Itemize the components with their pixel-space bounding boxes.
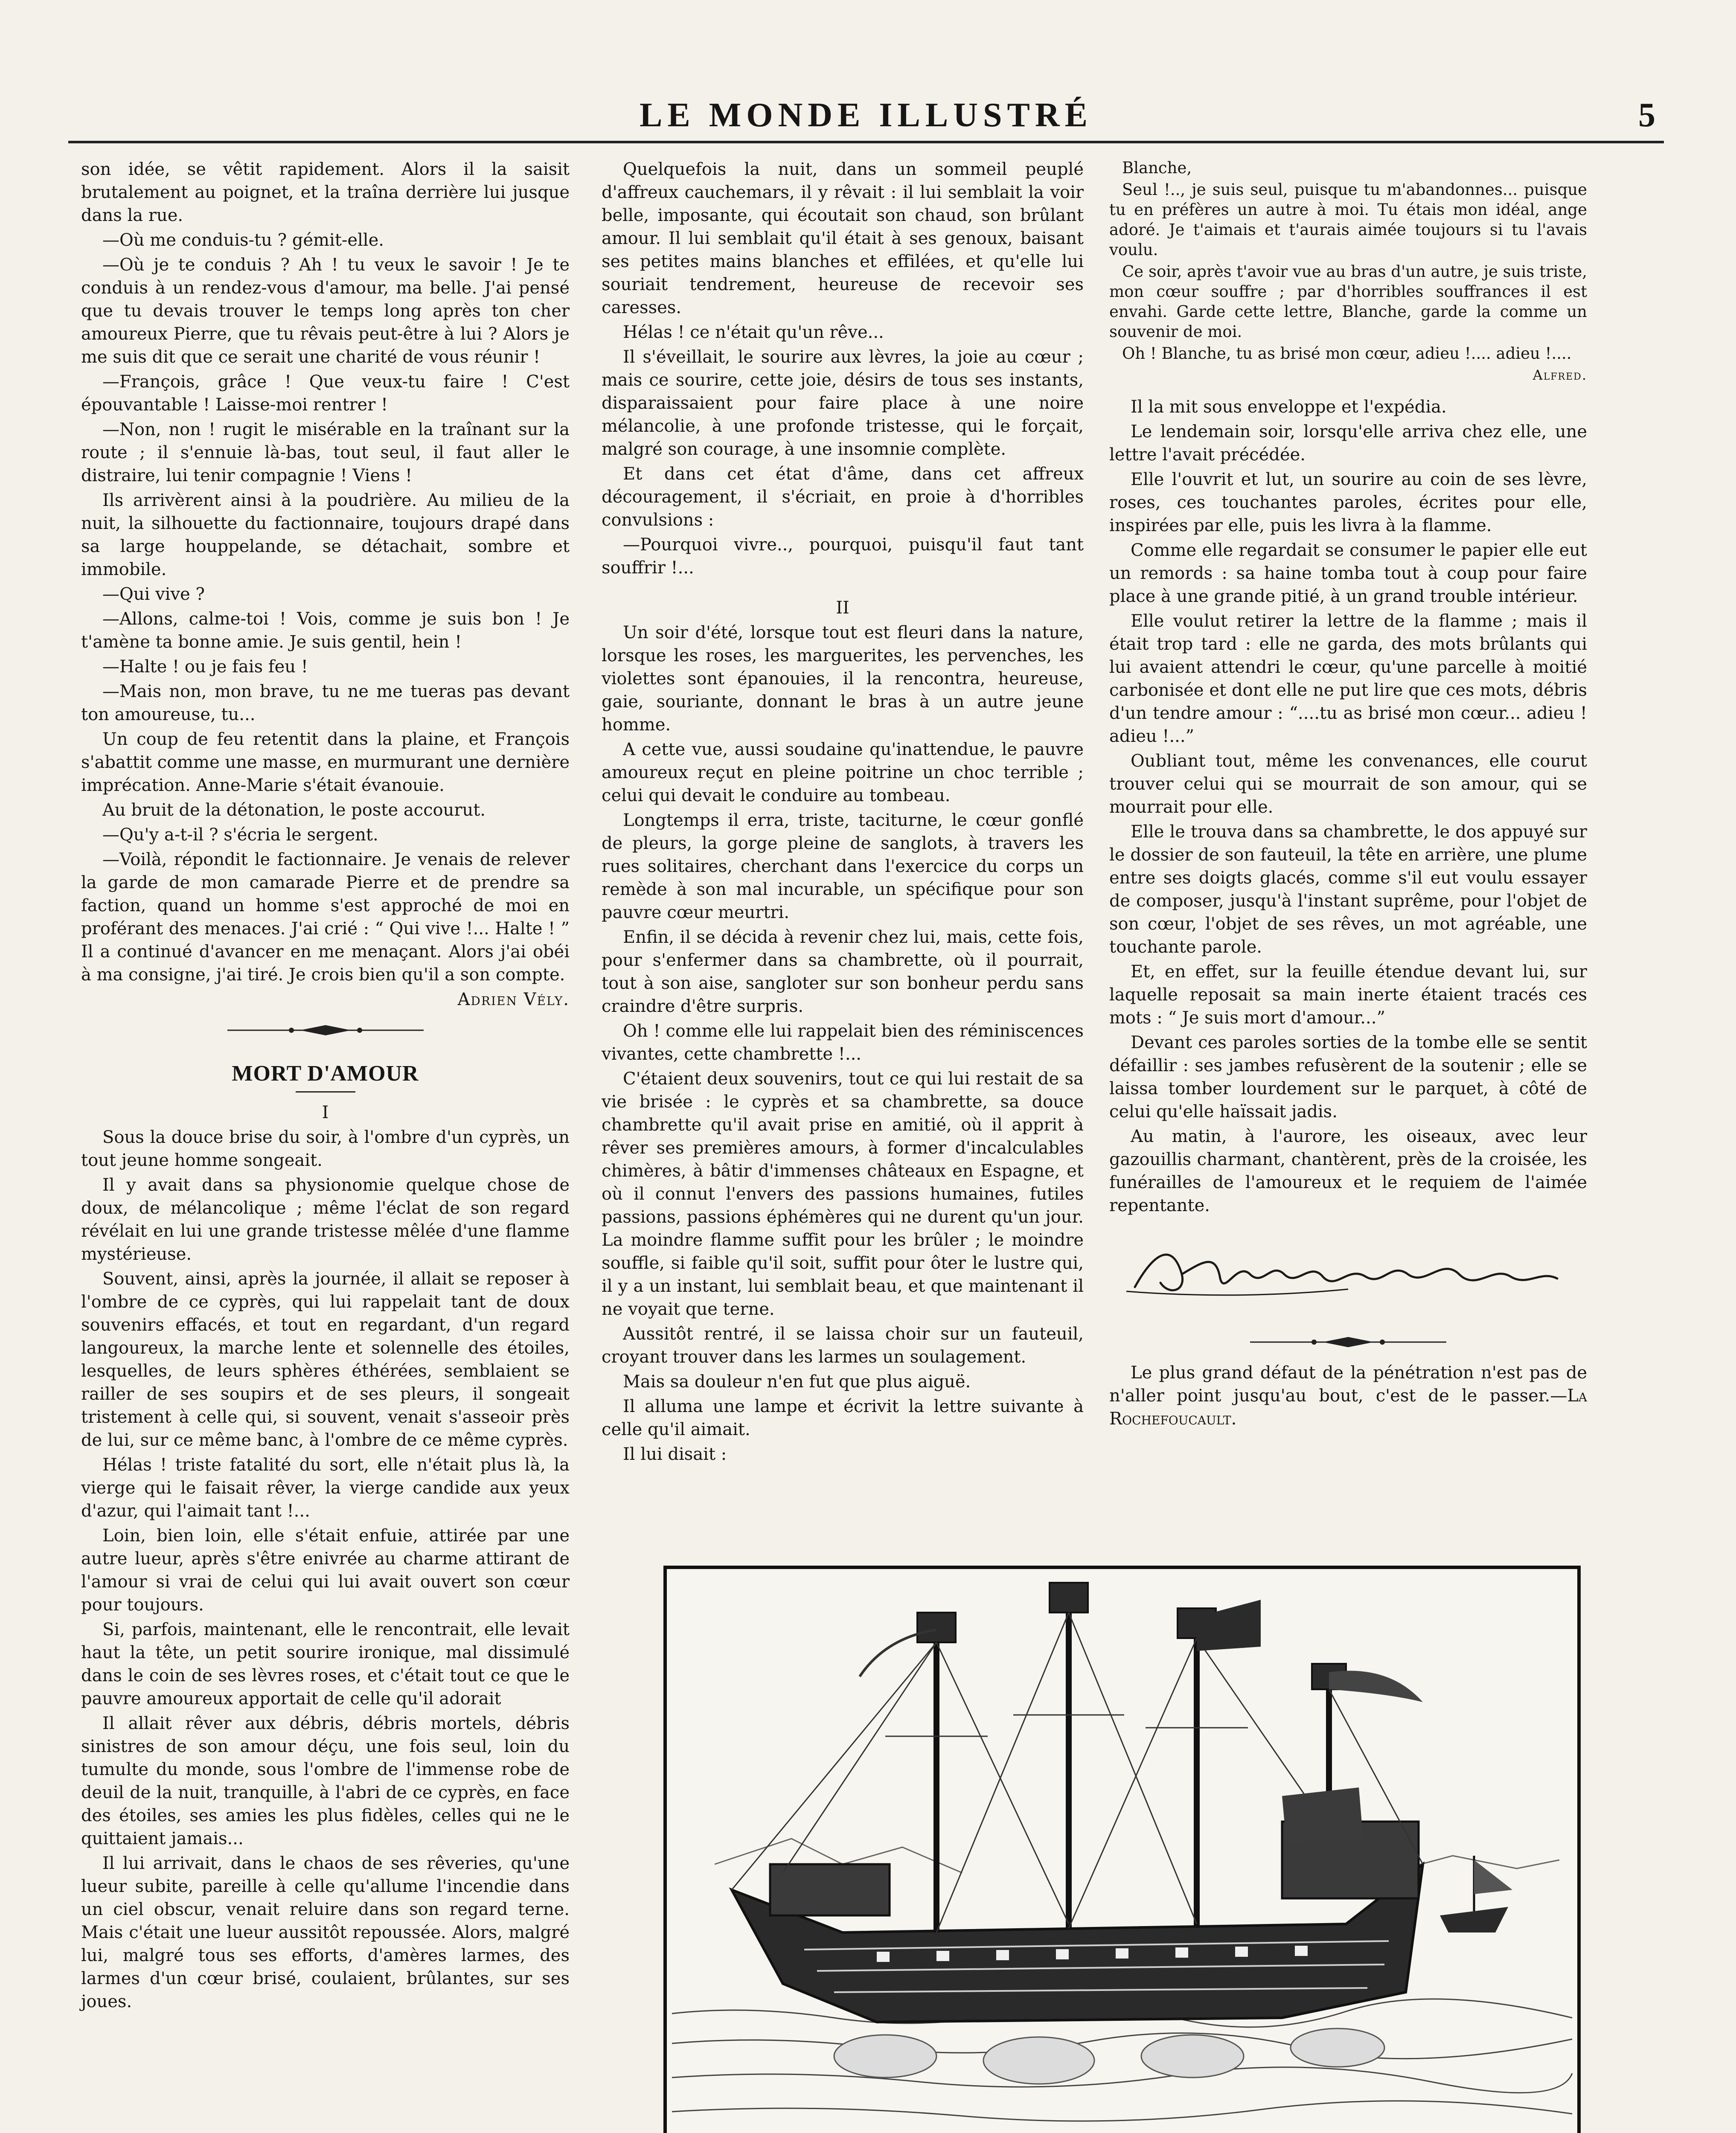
- signature-adrien-vely: Adrien Vély.: [457, 990, 570, 1009]
- paragraph: Il alluma une lampe et écrivit la lettre suivante à celle qu'il aimait.: [602, 1397, 1084, 1439]
- maxim-author: La Rochefoucault.: [1109, 1386, 1587, 1429]
- paragraph: Il la mit sous enveloppe et l'expédia.: [1131, 397, 1447, 417]
- paragraph: —Non, non ! rugit le misérable en la traînant sur la route ; il s'ennuie là-bas, tout seul, il faut aller le distraire, lui tenir compagnie ! Viens !: [81, 420, 570, 485]
- armored-ship-illustration: [663, 1566, 1581, 2133]
- paragraph: Elle voulut retirer la lettre de la flamme ; mais il était trop tard : elle ne garda, des mots brûlants qui lui avaient attendri le cœur, qu'une parcelle à moitié carbonisée et dont elle ne put lire que ces mots, débris d'un tendre amour : “....tu as brisé mon cœur... adieu ! adieu !...”: [1109, 611, 1587, 746]
- page-header: [68, 92, 1664, 139]
- paragraph: Il lui disait :: [623, 1444, 727, 1464]
- letter-salutation: Blanche,: [1122, 159, 1192, 177]
- paragraph: son idée, se vêtit rapidement. Alors il la saisit brutalement au poignet, et la traîna derrière lui jusque dans la rue.: [81, 160, 570, 225]
- section-number: II: [836, 598, 849, 618]
- paragraph: —Pourquoi vivre.., pourquoi, puisqu'il faut tant souffrir !...: [602, 535, 1084, 578]
- paragraph: —Allons, calme-toi ! Vois, comme je suis bon ! Je t'amène ta bonne amie. Je suis gentil, hein !: [81, 609, 570, 652]
- paragraph: Comme elle regardait se consumer le papier elle eut un remords : sa haine tomba tout à coup pour faire place à une grande pitié, à un grand trouble intérieur.: [1109, 541, 1587, 606]
- paragraph: Elle le trouva dans sa chambrette, le dos appuyé sur le dossier de son fauteuil, la tête en arrière, une plume entre ses doigts glacés, comme s'il eut voulu essayer de composer, jusqu'à l'instant suprême, pour l'objet de son cœur, l'objet de ses rêves, un mot agréable, une touchante parole.: [1109, 822, 1587, 957]
- masthead: LE MONDE ILLUSTRÉ: [640, 96, 1093, 134]
- paragraph: A cette vue, aussi soudaine qu'inattendue, le pauvre amoureux reçut en pleine poitrine un choc terrible ; celui qui devait le conduire au tombeau.: [602, 740, 1084, 805]
- paragraph: —Halte ! ou je fais feu !: [102, 657, 308, 677]
- paragraph: C'étaient deux souvenirs, tout ce qui lui restait de sa vie brisée : le cyprès et sa chambrette, sa douce chambrette qu'il avait prise en amitié, où il apprit à rêver ses premières amours, à former d'incalculables chimères, à bâtir d'immenses châteaux en Espagne, et où il connut l'envers des passions humaines, futiles passions, passions éphémères qui ne durent qu'un jour. La moindre flamme suffit pour les brûler ; le moindre souffle, si faible qu'il soit, suffit pour ôter le lustre qui, il y a un instant, lui semblait beau, et que maintenant il ne voyait que terne.: [602, 1069, 1084, 1319]
- paragraph: Il allait rêver aux débris, débris mortels, débris sinistres de son amour déçu, une fois seul, loin du tumulte du monde, sous l'ombre de l'immense robe de deuil de la nuit, tranquille, à l'abri de ce cyprès, en face des étoiles, ses amies les plus fidèles, celles qui ne le quittaient jamais...: [81, 1714, 570, 1848]
- paragraph: Hélas ! triste fatalité du sort, elle n'était plus là, la vierge qui le faisait rêver, la vierge candide aux yeux d'azur, qui l'aimait tant !...: [81, 1455, 570, 1521]
- maxim: [1109, 1361, 1587, 1430]
- paragraph: —Où me conduis-tu ? gémit-elle.: [102, 230, 384, 250]
- paragraph: Aussitôt rentré, il se laissa choir sur un fauteuil, croyant trouver dans les larmes un soulagement.: [602, 1324, 1084, 1367]
- paragraph: —Voilà, répondit le factionnaire. Je venais de relever la garde de mon camarade Pierre et de prendre sa faction, quand un homme s'est approché de moi en proférant des menaces. J'ai crié : “ Qui vive !... Halte ! ” Il a continué d'avancer en me menaçant. Alors j'ai obéi à ma consigne, j'ai tiré. Je crois bien qu'il a son compte.: [81, 850, 570, 985]
- story-title: MORT D'AMOUR: [232, 1061, 419, 1086]
- paragraph: Elle l'ouvrit et lut, un sourire au coin de ses lèvre, roses, ces touchantes paroles, écrites pour elle, inspirées par elle, puis les livra à la flamme.: [1109, 470, 1587, 535]
- header-rule: [68, 141, 1664, 143]
- letter: [1109, 158, 1587, 385]
- paragraph: Au matin, à l'aurore, les oiseaux, avec leur gazouillis charmant, chantèrent, près de la croisée, les funérailles de l'amoureux et le requiem de l'aimée repentante.: [1109, 1127, 1587, 1215]
- paragraph: Mais sa douleur n'en fut que plus aiguë.: [623, 1372, 971, 1392]
- paragraph: Il s'éveillait, le sourire aux lèvres, la joie au cœur ; mais ce sourire, cette joie, désirs de tous ses instants, disparaissaient pour faire place à une noire mélancolie, à une profonde tristesse, qui le forçait, malgré son courage, à une insomnie complète.: [602, 347, 1084, 459]
- column-1: [81, 158, 570, 2015]
- paragraph: Si, parfois, maintenant, elle le rencontrait, elle levait haut la tête, un petit sourire ironique, mal dissimulé dans le coin de ses lèvres roses, et c'était tout ce que le pauvre amoureux apportait de celle qu'il adorait: [81, 1620, 570, 1709]
- paragraph: Un soir d'été, lorsque tout est fleuri dans la nature, lorsque les roses, les marguerites, les pervenches, les violettes sont épanouies, il la rencontra, heureuse, gaie, souriante, donnant le bras à un autre jeune homme.: [602, 623, 1084, 735]
- paragraph: Le lendemain soir, lorsqu'elle arriva chez elle, une lettre l'avait précédée.: [1109, 422, 1587, 465]
- paragraph: Souvent, ainsi, après la journée, il allait se reposer à l'ombre de ce cyprès, qui lui rappelait tant de doux souvenirs effacés, et tout en regardant, d'un regard langoureux, la marche lente et solennelle des étoiles, lesquelles, de leurs sphères éthérées, semblaient se railler de ses soupirs et de ses pleurs, il songeait tristement à celle qui, si souvent, venait s'asseoir près de lui, sur ce même banc, à l'ombre de ce même cyprès.: [81, 1269, 570, 1450]
- paragraph: Oh ! comme elle lui rappelait bien des réminiscences vivantes, cette chambrette !...: [602, 1021, 1084, 1064]
- paragraph: —Où je te conduis ? Ah ! tu veux le savoir ! Je te conduis à un rendez-vous d'amour, ma belle. J'ai pensé que tu devais trouver le temps long après ton cher amoureux Pierre, que tu rêvais peut-être à lui ? Alors je me suis dit que ce serait une charité de vous réunir !: [81, 255, 570, 367]
- handwritten-signature-icon: [1109, 1236, 1587, 1308]
- paragraph: Ils arrivèrent ainsi à la poudrière. Au milieu de la nuit, la silhouette du factionnaire, toujours drapé dans sa large houppelande, se détachait, sombre et immobile.: [81, 491, 570, 579]
- paragraph: Hélas ! ce n'était qu'un rêve...: [623, 323, 884, 342]
- paragraph: Quelquefois la nuit, dans un sommeil peuplé d'affreux cauchemars, il y rêvait : il lui semblait la voir belle, imposante, qui écoutait son chaud, son brûlant amour. Il lui semblait qu'il était à ses genoux, baisant ses petites mains blanches et effilées, et qu'elle lui souriait tendrement, heureuse de recevoir ses caresses.: [602, 160, 1084, 317]
- ornament-divider-icon: [1250, 1336, 1446, 1348]
- paragraph: Au bruit de la détonation, le poste accourut.: [102, 800, 486, 820]
- column-2: [602, 158, 1084, 1468]
- page-number: 5: [1638, 96, 1655, 134]
- paragraph: Un coup de feu retentit dans la plaine, et François s'abattit comme une masse, en murmurant une dernière imprécation. Anne-Marie s'était évanouie.: [81, 729, 570, 795]
- paragraph: Enfin, il se décida à revenir chez lui, mais, cette fois, pour s'enfermer dans sa chambrette, où il pourrait, tout à son aise, sangloter sur son bonheur perdu sans craindre d'être surpris.: [602, 927, 1084, 1016]
- paragraph: Il lui arrivait, dans le chaos de ses rêveries, qu'une lueur subite, pareille à celle qu'allume l'incendie dans un ciel obscur, venait reluire dans son regard terne. Mais c'était une lueur aussitôt repoussée. Alors, malgré lui, malgré tous ses efforts, d'amères larmes, des larmes d'un cœur brisé, coulaient, brûlantes, sur ses joues.: [81, 1854, 570, 2011]
- paragraph: Oubliant tout, même les convenances, elle courut trouver celui qui se mourrait de son amour, qui se mourrait pour elle.: [1109, 751, 1587, 817]
- letter-paragraph: Ce soir, après t'avoir vue au bras d'un autre, je suis triste, mon cœur souffre ; par d'horribles souffrances il est envahi. Garde cette lettre, Blanche, garde la comme un souvenir de moi.: [1109, 262, 1587, 341]
- paragraph: Longtemps il erra, triste, taciturne, le cœur gonflé de pleurs, la gorge pleine de sanglots, à travers les rues solitaires, cherchant dans l'exercice du corps un remède à son mal incurable, un spécifique pour son pauvre cœur meurtri.: [602, 811, 1084, 922]
- letter-signature: Alfred.: [1532, 367, 1587, 383]
- ornament-divider-icon: [227, 1024, 424, 1037]
- letter-paragraph: Seul !.., je suis seul, puisque tu m'abandonnes... puisque tu en préfères un autre à moi. Tu étais mon idéal, ange adoré. Je t'aimais et t'aurais aimée toujours si tu l'avais voulu.: [1109, 180, 1587, 259]
- title-rule: [296, 1091, 355, 1093]
- paragraph: —Qui vive ?: [102, 584, 205, 604]
- paragraph: Loin, bien loin, elle s'était enfuie, attirée par une autre lueur, après s'être enivrée au charme attirant de l'amour si vrai de celui qui lui avait ouvert son cœur pour toujours.: [81, 1526, 570, 1615]
- paragraph: Et dans cet état d'âme, dans cet affreux découragement, il s'écriait, en proie à d'horribles convulsions :: [602, 464, 1084, 530]
- letter-paragraph: Oh ! Blanche, tu as brisé mon cœur, adieu !.... adieu !....: [1122, 344, 1572, 363]
- paragraph: —Mais non, mon brave, tu ne me tueras pas devant ton amoureuse, tu...: [81, 682, 570, 724]
- paragraph: Il y avait dans sa physionomie quelque chose de doux, de mélancolique ; même l'éclat de son regard révélait en lui une grande tristesse mêlée d'une flamme mystérieuse.: [81, 1175, 570, 1264]
- column-3: [1109, 158, 1587, 1432]
- section-number: I: [322, 1103, 329, 1122]
- paragraph: Sous la douce brise du soir, à l'ombre d'un cyprès, un tout jeune homme songeait.: [81, 1128, 570, 1170]
- paragraph: —Qu'y a-t-il ? s'écria le sergent.: [102, 825, 378, 845]
- paragraph: —François, grâce ! Que veux-tu faire ! C'est épouvantable ! Laisse-moi rentrer !: [81, 372, 570, 415]
- maxim-text: Le plus grand défaut de la pénétration n'est pas de n'aller point jusqu'au bout, c'est de le passer.—: [1109, 1363, 1587, 1406]
- paragraph: Devant ces paroles sorties de la tombe elle se sentit défaillir : ses jambes refusèrent de la soutenir ; elle se laissa tomber lourdement sur le parquet, à côté de celui qu'elle haïssait jadis.: [1109, 1033, 1587, 1122]
- paragraph: Et, en effet, sur la feuille étendue devant lui, sur laquelle reposait sa main inerte étaient tracés ces mots : “ Je suis mort d'amour...”: [1109, 962, 1587, 1028]
